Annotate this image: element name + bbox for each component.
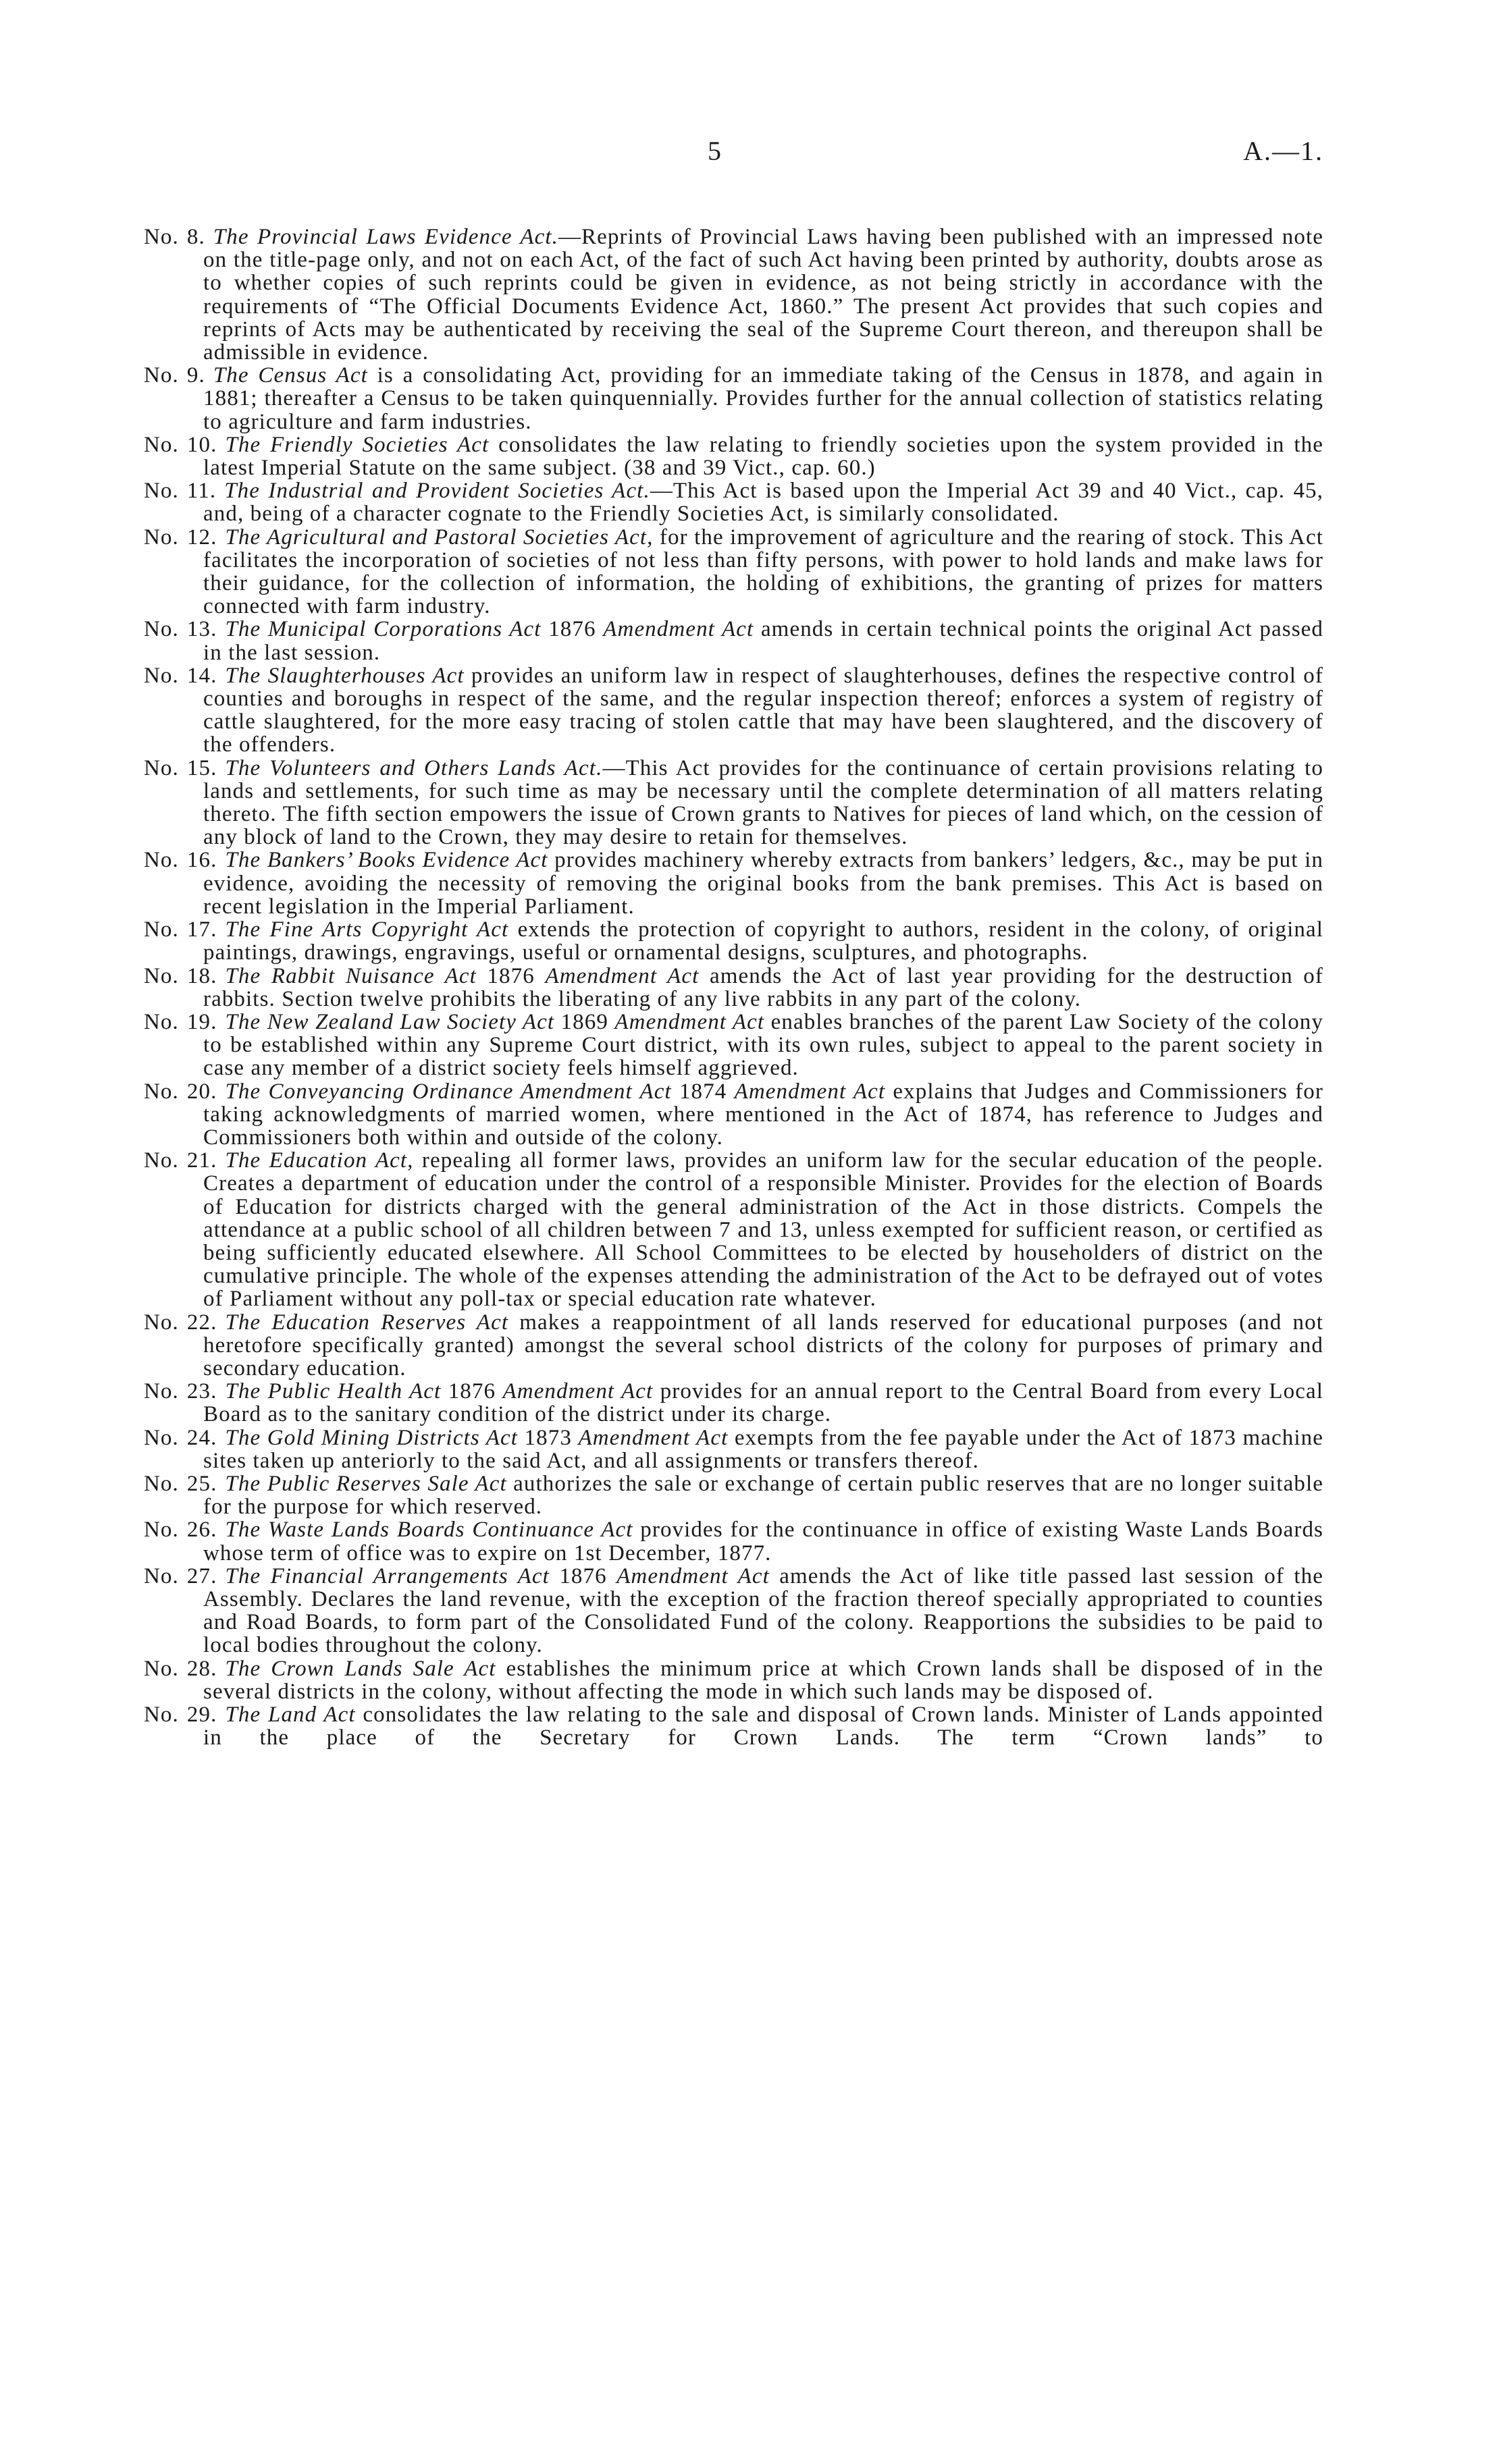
act-entry bbox=[144, 1080, 1323, 1150]
act-title: The Public Health Act bbox=[225, 1379, 442, 1404]
entry-number: 29. bbox=[186, 1703, 217, 1727]
entry-text: repealing all former laws, provides an uniform law for the secular education of the people. Creates a department of education under the control of a responsible Minister. Provides for the election of Boards of Education for districts charged with the general administration of the Act in those districts. Compels the attendance at a public school of all children between 7 and 13, unless exempted for sufficient reason, or certified as being sufficiently educated elsewhere. All School Committees to be elected by householders of district on the cumulative principle. The whole of the expenses attending the administration of the Act to be defrayed out of votes of Parliament without any poll-tax or special education rate whatever. bbox=[203, 1148, 1323, 1312]
document-body bbox=[144, 225, 1323, 1749]
entry-number: 17. bbox=[186, 917, 217, 942]
entry-prefix: No. bbox=[144, 525, 179, 550]
entry-number: 21. bbox=[186, 1148, 217, 1173]
act-entry bbox=[144, 1565, 1323, 1657]
act-entry bbox=[144, 918, 1323, 964]
entry-number: 19. bbox=[186, 1009, 217, 1034]
entry-prefix: No. bbox=[144, 1471, 179, 1496]
act-title: The Rabbit Nuisance Act bbox=[225, 963, 477, 988]
entry-text: amends the Act of like title passed last session of the Assembly. Declares the land revenue, with the exception of the fraction thereof specially appropriated to counties and Road Boards, to form part of the Consolidated Fund of the colony. Reapportions the subsidies to be paid to local bodies throughout the colony. bbox=[203, 1563, 1323, 1658]
act-title: The Census Act bbox=[213, 363, 368, 388]
entry-text: 1876 bbox=[441, 1379, 503, 1404]
act-title: The Fine Arts Copyright Act bbox=[225, 917, 509, 942]
entry-number: 13. bbox=[186, 617, 217, 642]
entry-text: —Reprints of Provincial Laws having been published with an impressed note on the title-page only, and not on each Act, of the fact of such Act having been printed by authority, doubts arose as to whether copies of such reprints could be given in evidence, as not being strictly in accordance with the requirements of “The Official Documents Evidence Act, 1860.” The present Act provides that such copies and reprints of Acts may be authenticated by receiving the seal of the Supreme Court thereon, and thereupon shall be admissible in evidence. bbox=[203, 225, 1324, 365]
act-title: The Conveyancing Ordinance Amendment Act bbox=[225, 1079, 672, 1104]
entry-text: 1873 bbox=[518, 1425, 579, 1450]
act-entry bbox=[144, 526, 1323, 618]
act-title: The Volunteers and Others Lands Act. bbox=[225, 755, 603, 780]
entry-number: 11. bbox=[186, 479, 217, 504]
act-entry bbox=[144, 1426, 1323, 1472]
entry-number: 12. bbox=[186, 525, 217, 550]
entry-number: 26. bbox=[186, 1518, 217, 1543]
entry-text: explains that Judges and Commissioners for taking acknowledgments of married women, where mentioned in the Act of 1874, has reference to Judges and Commissioners both within and outside of the colony. bbox=[203, 1079, 1323, 1150]
act-entry bbox=[144, 849, 1323, 918]
entry-text: consolidates the law relating to the sale and disposal of Crown lands. Minister of Lands appointed in the place of the Secretary for Crown Lands. The term “Crown lands” to bbox=[203, 1703, 1323, 1750]
entry-text: enables branches of the parent Law Society of the colony to be established within any Supreme Court district, with its own rules, subject to appeal to the parent society in case any member of a district society feels himself aggrieved. bbox=[203, 1009, 1324, 1081]
entry-number: 8. bbox=[186, 225, 205, 249]
entry-prefix: No. bbox=[144, 1425, 179, 1450]
entry-prefix: No. bbox=[144, 1310, 179, 1335]
entry-text: extends the protection of copyright to authors, resident in the colony, of original paintings, drawings, engravings, useful or ornamental designs, sculptures, and photographs. bbox=[203, 917, 1323, 965]
entry-prefix: No. bbox=[144, 663, 179, 688]
document-reference: A.—1. bbox=[1243, 136, 1323, 166]
entry-number: 23. bbox=[186, 1379, 217, 1404]
entry-prefix: No. bbox=[144, 917, 179, 942]
entry-prefix: No. bbox=[144, 1518, 179, 1543]
act-title: The Municipal Corporations Act bbox=[225, 617, 542, 642]
entry-text: amends the Act of last year providing for the destruction of rabbits. Section twelve prohibits the liberating of any live rabbits in any part of the colony. bbox=[203, 963, 1323, 1011]
entry-text: provides for an annual report to the Central Board from every Local Board as to the sanitary condition of the district under its charge. bbox=[203, 1379, 1323, 1427]
act-title: The Waste Lands Boards Continuance Act bbox=[225, 1518, 633, 1543]
act-entry bbox=[144, 664, 1323, 757]
act-title: The Land Act bbox=[225, 1703, 356, 1727]
act-entry bbox=[144, 225, 1323, 364]
act-entry bbox=[144, 618, 1323, 664]
act-title: The New Zealand Law Society Act bbox=[225, 1009, 555, 1034]
entry-prefix: No. bbox=[144, 432, 179, 457]
entry-prefix: No. bbox=[144, 963, 179, 988]
entry-text: —This Act is based upon the Imperial Act 39 and 40 Vict., cap. 45, and, being of a character cognate to the Friendly Societies Act, is similarly consolidated. bbox=[203, 479, 1323, 527]
entry-number: 22. bbox=[186, 1310, 217, 1335]
act-title: Amendment Act bbox=[616, 1563, 770, 1588]
entry-text: is a consolidating Act, providing for an immediate taking of the Census in 1878, and again in 1881; thereafter a Census to be taken quinquennially. Provides further for the annual collection of statistics relating to agriculture and farm industries. bbox=[203, 363, 1323, 434]
entry-prefix: No. bbox=[144, 225, 179, 249]
act-title: The Public Reserves Sale Act bbox=[225, 1471, 507, 1496]
act-title: Amendment Act bbox=[502, 1379, 654, 1404]
act-title: The Agricultural and Pastoral Societies Act, bbox=[225, 525, 654, 550]
act-entry bbox=[144, 1657, 1323, 1703]
entry-number: 24. bbox=[186, 1425, 217, 1450]
entry-text: 1874 bbox=[671, 1079, 735, 1104]
act-entry bbox=[144, 1518, 1323, 1564]
entry-number: 27. bbox=[186, 1563, 217, 1588]
act-title: The Slaughterhouses Act bbox=[225, 663, 465, 688]
act-title: The Education Reserves Act bbox=[225, 1310, 509, 1335]
entry-number: 9. bbox=[186, 363, 205, 388]
page-number: 5 bbox=[708, 136, 721, 166]
page-header bbox=[144, 135, 1323, 169]
entry-number: 15. bbox=[186, 755, 217, 780]
act-entry bbox=[144, 1011, 1323, 1080]
entry-text: amends in certain technical points the original Act passed in the last session. bbox=[203, 617, 1323, 665]
entry-text: provides an uniform law in respect of slaughterhouses, defines the respective control of counties and boroughs in respect of the same, and the regular inspection thereof; enforces a system of registry of cattle slaughtered, for the more easy tracing of stolen cattle that may have been slaughtered, and the discovery of the offenders. bbox=[203, 663, 1323, 757]
entry-number: 20. bbox=[186, 1079, 217, 1104]
entry-text: for the improvement of agriculture and the rearing of stock. This Act facilitates the incorporation of societies of not less than fifty persons, with power to hold lands and make laws for their guidance, for the collection of information, the holding of exhibitions, the granting of prizes for matters connected with farm industry. bbox=[203, 525, 1324, 619]
entry-prefix: No. bbox=[144, 1703, 179, 1727]
entry-text: makes a reappointment of all lands reserved for educational purposes (and not heretofore specifically granted) amongst the several school districts of the colony for purposes of primary and secondary education. bbox=[203, 1310, 1323, 1381]
entry-number: 10. bbox=[186, 432, 217, 457]
entry-number: 28. bbox=[186, 1656, 217, 1681]
entry-prefix: No. bbox=[144, 1009, 179, 1034]
entry-number: 14. bbox=[186, 663, 217, 688]
entry-text: provides machinery whereby extracts from bankers’ ledgers, &c., may be put in evidence, avoiding the necessity of removing the original books from the bank premises. This Act is based on recent legislation in the Imperial Parliament. bbox=[203, 848, 1323, 919]
act-title: The Provincial Laws Evidence Act. bbox=[213, 225, 558, 249]
entry-prefix: No. bbox=[144, 848, 179, 873]
entry-text: 1876 bbox=[549, 1563, 617, 1588]
act-title: Amendment Act bbox=[545, 963, 700, 988]
entry-number: 25. bbox=[186, 1471, 217, 1496]
act-title: The Friendly Societies Act bbox=[225, 432, 490, 457]
act-entry bbox=[144, 965, 1323, 1011]
entry-text: establishes the minimum price at which Crown lands shall be disposed of in the several districts in the colony, without affecting the mode in which such lands may be disposed of. bbox=[203, 1656, 1323, 1704]
entry-prefix: No. bbox=[144, 363, 179, 388]
entry-prefix: No. bbox=[144, 1563, 179, 1588]
act-entry bbox=[144, 1149, 1323, 1310]
act-title: Amendment Act bbox=[603, 617, 754, 642]
entry-prefix: No. bbox=[144, 1148, 179, 1173]
entry-text: provides for the continuance in office of existing Waste Lands Boards whose term of office was to expire on 1st December, 1877. bbox=[203, 1518, 1323, 1565]
act-entry bbox=[144, 1311, 1323, 1381]
entry-text: consolidates the law relating to friendly societies upon the system provided in the latest Imperial Statute on the same subject. (38 and 39 Vict., cap. 60.) bbox=[203, 432, 1323, 481]
entry-prefix: No. bbox=[144, 617, 179, 642]
act-entry bbox=[144, 433, 1323, 479]
entry-prefix: No. bbox=[144, 1379, 179, 1404]
act-title: The Gold Mining Districts Act bbox=[225, 1425, 518, 1450]
act-title: The Financial Arrangements Act bbox=[225, 1563, 550, 1588]
entry-prefix: No. bbox=[144, 479, 179, 504]
entry-text: —This Act provides for the continuance of certain provisions relating to lands and settlements, for such time as may be necessary until the complete determination of all matters relating thereto. The fifth section empowers the issue of Crown grants to Natives for pieces of land which, on the cession of any block of land to the Crown, they may desire to retain for themselves. bbox=[203, 755, 1323, 850]
act-entry bbox=[144, 1472, 1323, 1518]
act-entry bbox=[144, 479, 1323, 525]
act-title: Amendment Act bbox=[614, 1009, 765, 1034]
act-title: The Education Act, bbox=[225, 1148, 414, 1173]
entry-prefix: No. bbox=[144, 1079, 179, 1104]
entry-text: exempts from the fee payable under the Act of 1873 machine sites taken up anteriorly to the said Act, and all assignments or transfers thereof. bbox=[203, 1425, 1323, 1473]
act-title: The Crown Lands Sale Act bbox=[225, 1656, 496, 1681]
act-entry bbox=[144, 1380, 1323, 1426]
act-entry bbox=[144, 1703, 1323, 1749]
entry-text: 1876 bbox=[476, 963, 546, 988]
entry-prefix: No. bbox=[144, 1656, 179, 1681]
entry-text: 1876 bbox=[541, 617, 604, 642]
act-entry bbox=[144, 364, 1323, 433]
entry-number: 16. bbox=[186, 848, 217, 873]
act-title: Amendment Act bbox=[734, 1079, 886, 1104]
entry-text: 1869 bbox=[554, 1009, 615, 1034]
entry-prefix: No. bbox=[144, 755, 179, 780]
act-title: The Bankers’ Books Evidence Act bbox=[225, 848, 548, 873]
entry-text: authorizes the sale or exchange of certain public reserves that are no longer suitable for the purpose for which reserved. bbox=[203, 1471, 1323, 1520]
entry-number: 18. bbox=[186, 963, 217, 988]
act-title: The Industrial and Provident Societies Act. bbox=[224, 479, 650, 504]
act-title: Amendment Act bbox=[578, 1425, 729, 1450]
act-entry bbox=[144, 757, 1323, 849]
